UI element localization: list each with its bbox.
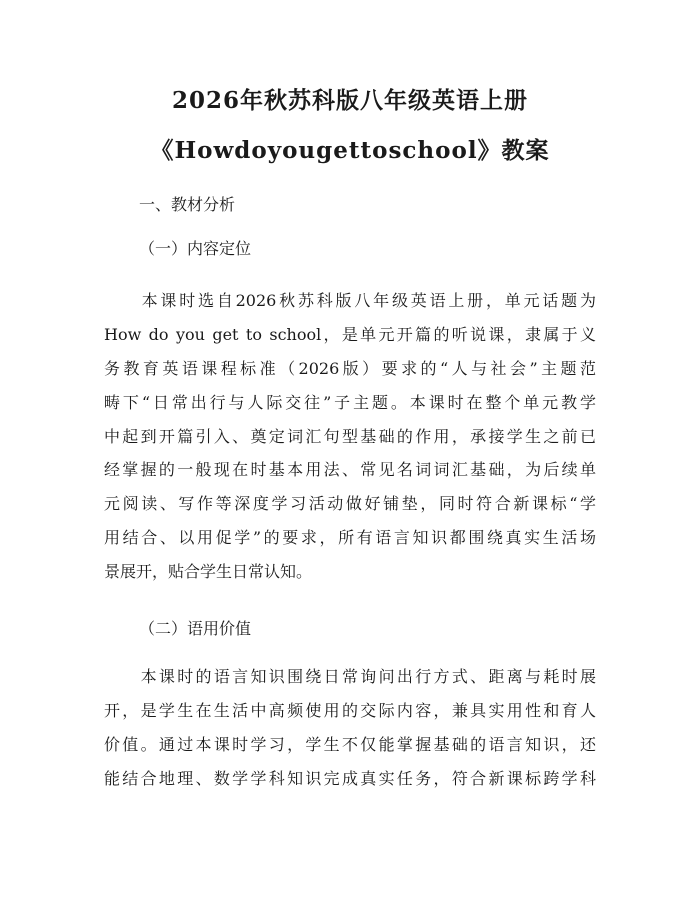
paragraph-line: 中起到开篇引入、奠定词汇句型基础的作用，承接学生之前已 — [104, 426, 596, 446]
paragraph-line: 务教育英语课程标准（2026版）要求的“人与社会”主题范 — [104, 358, 596, 378]
paragraph-line: 畴下“日常出行与人际交往”子主题。本课时在整个单元教学 — [104, 392, 596, 412]
paragraph-pragmatic-value — [104, 660, 596, 796]
paragraph-line: 本课时选自2026秋苏科版八年级英语上册，单元话题为 — [104, 291, 596, 310]
subsection-heading-content-positioning: （一）内容定位 — [139, 239, 252, 258]
paragraph-line: 能结合地理、数学学科知识完成真实任务，符合新课标跨学科 — [104, 768, 596, 788]
subsection-heading-pragmatic-value: （二）语用价值 — [139, 619, 252, 638]
paragraph-line: How do you get to school，是单元开篇的听说课，隶属于义 — [104, 324, 596, 344]
paragraph-line: 本课时的语言知识围绕日常询问出行方式、距离与耗时展 — [104, 667, 596, 686]
paragraph-line: 景展开，贴合学生日常认知。 — [104, 562, 313, 582]
paragraph-line: 开，是学生在生活中高频使用的交际内容，兼具实用性和育人 — [104, 700, 596, 720]
paragraph-line: 价值。通过本课时学习，学生不仅能掌握基础的语言知识，还 — [104, 734, 596, 754]
paragraph-line: 元阅读、写作等深度学习活动做好铺垫，同时符合新课标“学 — [104, 494, 596, 514]
paragraph-line: 经掌握的一般现在时基本用法、常见名词词汇基础，为后续单 — [104, 460, 596, 480]
document-title-line-1: 2026年秋苏科版八年级英语上册 — [171, 87, 528, 114]
document-title-line-2: 《Howdoyougettoschool》教案 — [150, 137, 550, 164]
paragraph-content-positioning — [104, 284, 596, 589]
section-heading-textbook-analysis: 一、教材分析 — [139, 195, 236, 214]
paragraph-line: 用结合、以用促学”的要求，所有语言知识都围绕真实生活场 — [104, 528, 596, 548]
